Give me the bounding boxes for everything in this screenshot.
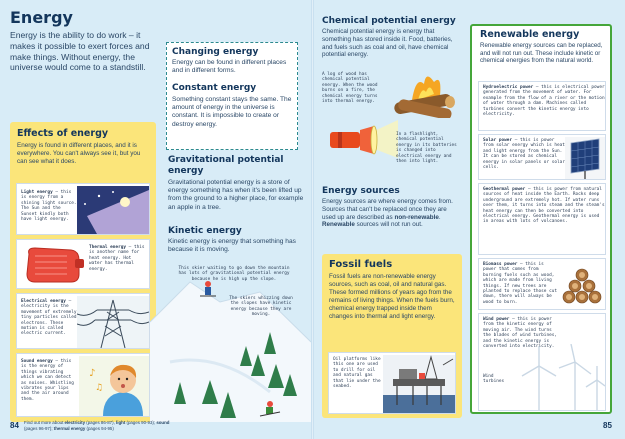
flashlight-beam-image: [77, 186, 149, 234]
solar-card: [478, 134, 606, 180]
energy-section: [10, 9, 158, 73]
energy-body: Energy is the ability to do work – it makes it possible to exert forces and make things. Without energy, the universe would come to a standstill.: [10, 30, 150, 73]
ski-mountain-image: [150, 262, 311, 422]
torch-note: In a flashlight, chemical potential energy in its batteries is changed into electrical energy and then into light.: [396, 132, 457, 165]
chemical-section: [322, 16, 462, 59]
sound-energy-text: Sound energy – this is the energy of things vibrating which we can detect as noises. Whistling vibrates your lips and the air around them.: [21, 359, 74, 402]
right-page-number: 85: [603, 421, 612, 430]
geothermal-card: [478, 183, 606, 255]
changing-title: Changing energy: [172, 47, 259, 57]
music-note-icon: ♪: [89, 368, 96, 379]
oil-platform-card: [328, 352, 456, 414]
renewable-title: Renewable energy: [480, 29, 580, 40]
kinetic-title: Kinetic energy: [168, 226, 242, 236]
changing-constant-box: [166, 42, 298, 150]
wind-turbines-label: Wind turbines: [483, 374, 505, 385]
gravitational-title: Gravitational potential energy: [168, 155, 284, 176]
biomass-card: [478, 258, 606, 310]
fossil-body: Fossil fuels are non-renewable energy sources, such as coal, oil and natural gas. These formed millions of years ago from the remains of living things. When the fuels burn, chemical energy trapped inside them changes into thermal and light energy.: [329, 273, 455, 320]
energy-title: Energy: [10, 8, 73, 27]
chemical-body: Chemical potential energy is energy that something has stored inside it. Food, batteries, and fuels such as coal and oil, have chemical potential energy.: [322, 28, 453, 59]
solar-text: Solar power – this is power from solar energy which is heat and light energy from the Sun. It can be stored as chemical energy in solar panels or solar cells.: [483, 138, 565, 171]
electrical-energy-card: [16, 293, 150, 349]
sound-energy-card: [16, 353, 150, 417]
gravitational-body: Gravitational potential energy is a store of energy something has when it's been lifted up from the ground to a higher place, for example an apple in a tree.: [168, 179, 304, 211]
wind-text: Wind power – this is power from the kinetic energy of moving air. The wind turns the blades of wind turbines, and the kinetic energy is converted into electricity.: [483, 317, 558, 350]
oil-platform-image: [383, 355, 455, 413]
chemical-title: Chemical potential energy: [322, 16, 456, 26]
renewable-body: Renewable energy sources can be replaced, and will not run out. These include kinetic or chemical energies from the natural world.: [480, 42, 603, 65]
hot-water-bottle-image: [23, 244, 85, 286]
wood-pile-image: [559, 265, 605, 307]
sources-title: Energy sources: [322, 186, 400, 196]
platform-note: Oil platforms like this one are used to drill for oil and natural gas that lie under the seabed.: [333, 357, 381, 390]
effects-body: Energy is found in different places, and it is everywhere. You can't always see it, but you can see what it does.: [17, 142, 141, 165]
renewable-panel: [470, 24, 612, 414]
pylon-image: [77, 296, 149, 348]
solar-panel-image: [565, 137, 605, 179]
book-spine: [311, 0, 314, 439]
thermal-energy-card: [16, 239, 150, 289]
wind-turbines-image: [509, 344, 605, 410]
skier-note-1: This skier waiting to go down the mountain has lots of gravitational potential energy because he is high up the slope.: [178, 266, 290, 282]
light-energy-text: Light energy – this is energy from a shining light source. The Sun and the Sunset kindly both have light energy.: [21, 190, 77, 223]
effects-panel: [10, 122, 156, 422]
fossil-panel: [322, 254, 462, 418]
effects-title: Effects of energy: [17, 128, 109, 139]
sources-body: Energy sources are where energy comes from. Sources that can't be replaced once they are used up are described as non-renewable. Renewable sources will not run out.: [322, 198, 453, 229]
wind-card: [478, 313, 606, 411]
hydroelectric-text: Hydroelectric power – this is electrical power generated from the movement of water. For example from the flow of a river or the motion of water through a dam. Machines called turbines convert the kinetic energy into electricity.: [483, 85, 605, 118]
constant-body: Something constant stays the same. The amount of energy in the universe is constant. It is impossible to create or destroy energy.: [172, 96, 292, 128]
fossil-title: Fossil fuels: [329, 259, 393, 270]
kinetic-section: [168, 226, 308, 254]
skier-note-2: The skiers whizzing down the slopes have kinetic energy because they are moving.: [229, 296, 293, 318]
gravitational-section: [168, 155, 308, 212]
thermal-energy-text: Thermal energy – this is another name for heat energy. Hot water has thermal energy.: [89, 245, 145, 272]
burning-log-image: [388, 66, 458, 118]
constant-title: Constant energy: [172, 83, 257, 93]
flashlight-image: [326, 118, 398, 170]
music-note-icon-2: ♫: [95, 383, 104, 393]
geothermal-text: Geothermal power – this is power from natural sources of heat inside the Earth. Rocks deep underground are extremely hot. If water runs over them, it turns into steam and the steam's heat energy can then be converted into electrical energy. Geothermal energy is used in areas with lots of volcanoes.: [483, 187, 605, 225]
light-energy-card: [16, 183, 150, 235]
log-note: A log of wood has chemical potential energy. When the wood burns on a fire, the chemical energy turns into thermal energy.: [322, 72, 378, 105]
left-page-number: 84: [10, 421, 19, 430]
whistling-boy-image: [79, 356, 149, 416]
electrical-energy-text: Electrical energy – electricity is the movement of extremely tiny particles called electrons. These motion is called electric current.: [21, 299, 77, 337]
kinetic-body: Kinetic energy is energy that something has because it is moving.: [168, 238, 296, 254]
sources-section: [322, 186, 462, 229]
hydroelectric-card: [478, 81, 606, 131]
changing-body: Energy can be found in different places and in different forms.: [172, 59, 287, 75]
left-footer-crossref: Find out more about electricity (pages 86-87), light (pages 90-93); sound (pages 96-97); thermal energy (pages 94-95): [24, 420, 170, 431]
biomass-text: Biomass power – this is power that comes from burning fuels such as wood, which are made from living things. If new trees are planted to replace those cut down, there will always be wood to burn.: [483, 262, 558, 305]
